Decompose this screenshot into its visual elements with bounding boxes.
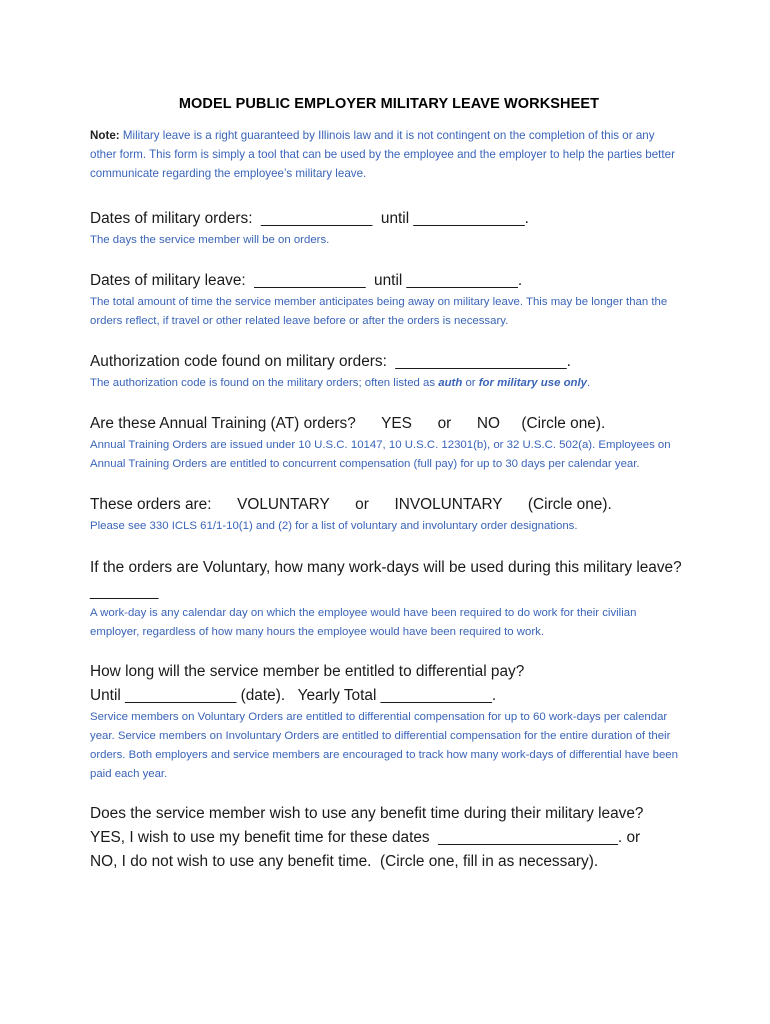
benefit-time-line2[interactable]: YES, I wish to use my benefit time for these dates _____________________. or bbox=[90, 829, 641, 846]
order-type-help: Please see 330 ICLS 61/1-10(1) and (2) for a list of voluntary and involuntary order designations. bbox=[90, 520, 578, 532]
order-type-section bbox=[90, 493, 682, 536]
authorization-section bbox=[90, 350, 682, 393]
note-paragraph bbox=[90, 126, 682, 183]
orders-dates-help: The days the service member will be on orders. bbox=[90, 234, 330, 246]
annual-training-help: Annual Training Orders are issued under 10 U.S.C. 10147, 10 U.S.C. 12301(b), or 32 U.S.C. 502(a). Employees on Annual Training Orders are entitled to concurrent compensation (full pay) for up to 30 days per calendar year. bbox=[90, 439, 671, 470]
note-label: Note: bbox=[90, 129, 120, 142]
differential-question-line1: How long will the service member be entitled to differential pay? bbox=[90, 663, 525, 680]
annual-training-question[interactable]: Are these Annual Training (AT) orders? YES or NO (Circle one). bbox=[90, 415, 606, 432]
differential-help: Service members on Voluntary Orders are entitled to differential compensation for up to 60 work-days per calendar year. Service members on Involuntary Orders are entitled to differential compensation for the entire duration of their orders. Both employers and service members are encouraged to track how many work-days of differential have been paid each year. bbox=[90, 711, 678, 780]
authorization-help-auth: auth bbox=[438, 377, 463, 389]
authorization-help bbox=[90, 374, 682, 393]
note-text: Military leave is a right guaranteed by Illinois law and it is not contingent on the completion of this or any other form. This form is simply a tool that can be used by the employee and the employer to help the parties better communicate regarding the employee’s military leave. bbox=[90, 129, 675, 180]
benefit-time-line1: Does the service member wish to use any benefit time during their military leave? bbox=[90, 805, 644, 822]
authorization-question[interactable]: Authorization code found on military orders: ____________________. bbox=[90, 353, 571, 370]
authorization-help-post: . bbox=[587, 377, 591, 389]
benefit-time-line3[interactable]: NO, I do not wish to use any benefit time. (Circle one, fill in as necessary). bbox=[90, 853, 599, 870]
differential-section bbox=[90, 660, 682, 784]
order-type-question[interactable]: These orders are: VOLUNTARY or INVOLUNTARY (Circle one). bbox=[90, 496, 612, 513]
leave-dates-help: The total amount of time the service member anticipates being away on military leave. This may be longer than the orders reflect, if travel or other related leave before or after the orders is necessary. bbox=[90, 296, 668, 327]
voluntary-days-question[interactable]: If the orders are Voluntary, how many work-days will be used during this military leave? ________ bbox=[90, 559, 682, 600]
authorization-help-military-use: for military use only bbox=[478, 377, 588, 389]
benefit-time-section bbox=[90, 802, 682, 874]
annual-training-section bbox=[90, 412, 682, 474]
authorization-help-pre: The authorization code is found on the military orders; often listed as bbox=[90, 377, 439, 389]
authorization-help-mid: or bbox=[462, 377, 479, 389]
voluntary-days-section bbox=[90, 556, 682, 642]
leave-dates-section bbox=[90, 269, 682, 331]
orders-dates-question[interactable]: Dates of military orders: _____________ until _____________. bbox=[90, 210, 529, 227]
voluntary-days-help: A work-day is any calendar day on which the employee would have been required to do work for their civilian employer, regardless of how many hours the employee would have been required to work. bbox=[90, 607, 637, 638]
orders-dates-section bbox=[90, 207, 682, 250]
page-title: MODEL PUBLIC EMPLOYER MILITARY LEAVE WORKSHEET bbox=[178, 96, 600, 112]
leave-dates-question[interactable]: Dates of military leave: _____________ until _____________. bbox=[90, 272, 523, 289]
differential-question-line2[interactable]: Until _____________ (date). Yearly Total _____________. bbox=[90, 687, 497, 704]
